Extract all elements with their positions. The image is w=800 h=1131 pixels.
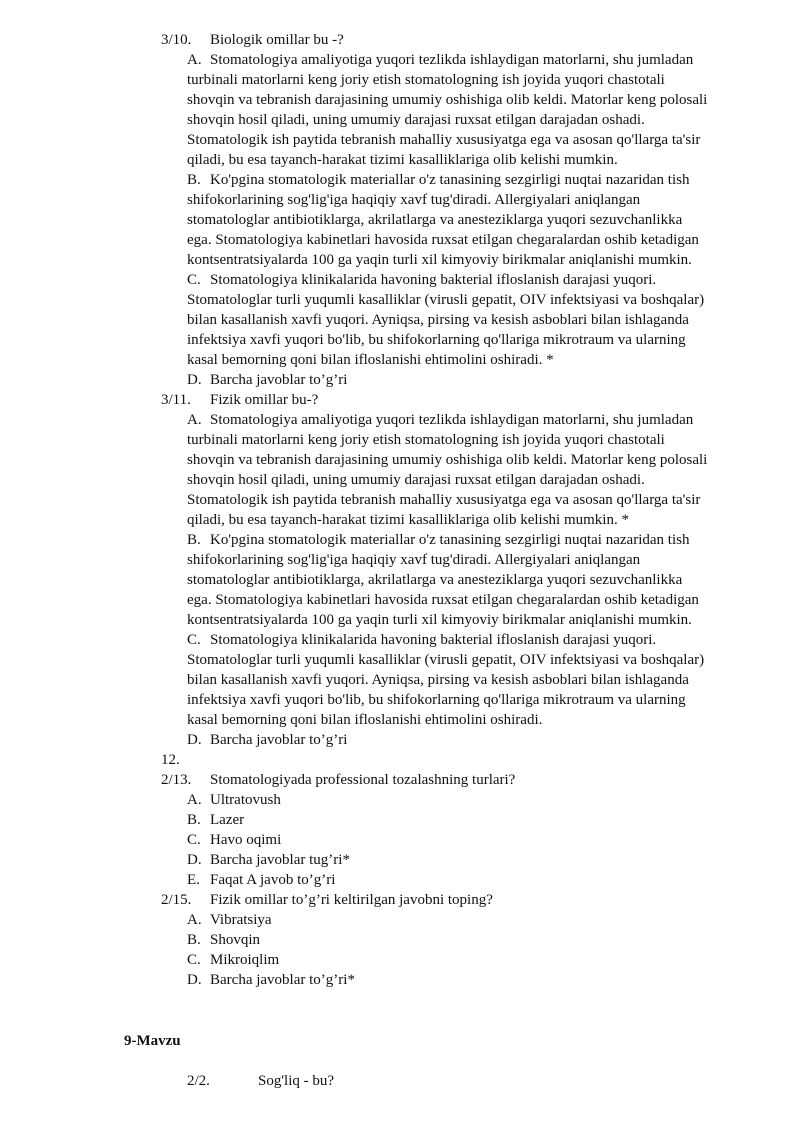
option-text-line: Stomatologik ish paytida tebranish mahalliy xususiyatga ega va asosan qo'llarga ta'sir <box>187 492 701 508</box>
option-text-line: Stomatologik ish paytida tebranish mahalliy xususiyatga ega va asosan qo'llarga ta'sir <box>187 132 701 148</box>
option-text-line: kasal bemorning qoni bilan ifloslanishi ehtimolini oshiradi. * <box>187 352 554 368</box>
option-letter: A. <box>187 912 202 928</box>
option-text-line: shovqin hosil qiladi, uning umumiy darajasi ruxsat etilgan darajadan oshadi. <box>187 472 645 488</box>
question-number: 2/13. <box>161 772 192 788</box>
question-number: 3/10. <box>161 32 192 48</box>
option-text-line: Lazer <box>210 812 245 828</box>
question-text: Sog'liq - bu? <box>258 1073 335 1089</box>
option-text-line: infektsiya xavfi yuqori bo'lib, bu shifokorlarning qo'llariga mikrotraum va ularning <box>187 332 686 348</box>
option-letter: B. <box>187 812 201 828</box>
option-letter: D. <box>187 732 202 748</box>
option-text-line: turbinali matorlarni keng joriy etish stomatologning ish joyida yuqori chastotali <box>187 72 665 88</box>
option-text-line: Barcha javoblar to’g’ri <box>210 732 348 748</box>
question-number: 3/11. <box>161 392 191 408</box>
option-text-line: Stomatologiya amaliyotiga yuqori tezlikda ishlaydigan matorlarni, shu jumladan <box>210 52 694 68</box>
option-letter: C. <box>187 832 201 848</box>
option-text-line: Vibratsiya <box>210 912 272 928</box>
option-letter: E. <box>187 872 200 888</box>
option-text-line: bilan kasallanish xavfi yuqori. Ayniqsa, pirsing va kesish asboblari bilan ishlaganda <box>187 312 689 328</box>
option-text-line: Ko'pgina stomatologik materiallar o'z tanasining sezgirligi nuqtai nazaridan tish <box>210 172 690 188</box>
option-text-line: kontsentratsiyalarda 100 ga yaqin turli xil kimyoviy birikmalar aniqlanishi mumkin. <box>187 612 692 628</box>
option-text-line: ega. Stomatologiya kabinetlari havosida ruxsat etilgan chegaralardan oshib ketadigan <box>187 592 699 608</box>
option-text-line: Havo oqimi <box>210 832 282 848</box>
section-heading: 9-Mavzu <box>124 1033 181 1049</box>
option-letter: C. <box>187 272 201 288</box>
option-text-line: Barcha javoblar to’g’ri <box>210 372 348 388</box>
option-letter: D. <box>187 372 202 388</box>
option-text-line: kontsentratsiyalarda 100 ga yaqin turli xil kimyoviy birikmalar aniqlanishi mumkin. <box>187 252 692 268</box>
option-text-line: Stomatologiya klinikalarida havoning bakterial ifloslanish darajasi yuqori. <box>210 272 657 288</box>
option-text-line: shifokorlarining sog'lig'iga haqiqiy xavf tug'diradi. Allergiyalari aniqlangan <box>187 192 641 208</box>
option-letter: C. <box>187 632 201 648</box>
option-letter: D. <box>187 972 202 988</box>
option-letter: A. <box>187 792 202 808</box>
option-letter: B. <box>187 932 201 948</box>
option-text-line: Faqat A javob to’g’ri <box>210 872 336 888</box>
option-letter: A. <box>187 412 202 428</box>
option-letter: D. <box>187 852 202 868</box>
option-text-line: qiladi, bu esa tayanch-harakat tizimi kasalliklariga olib kelishi mumkin. <box>187 152 618 168</box>
option-text-line: kasal bemorning qoni bilan ifloslanishi ehtimolini oshiradi. <box>187 712 543 728</box>
option-text-line: Barcha javoblar to’g’ri* <box>210 972 355 988</box>
option-text-line: shifokorlarining sog'lig'iga haqiqiy xavf tug'diradi. Allergiyalari aniqlangan <box>187 552 641 568</box>
option-text-line: qiladi, bu esa tayanch-harakat tizimi kasalliklariga olib kelishi mumkin. * <box>187 512 629 528</box>
option-text-line: shovqin hosil qiladi, uning umumiy darajasi ruxsat etilgan darajadan oshadi. <box>187 112 645 128</box>
question-text: Fizik omillar to’g’ri keltirilgan javobni toping? <box>210 892 493 908</box>
question-number: 2/15. <box>161 892 192 908</box>
option-text-line: Shovqin <box>210 932 261 948</box>
question-text: Biologik omillar bu -? <box>210 32 344 48</box>
option-text-line: Ko'pgina stomatologik materiallar o'z tanasining sezgirligi nuqtai nazaridan tish <box>210 532 690 548</box>
option-text-line: Stomatologlar turli yuqumli kasalliklar (virusli gepatit, OIV infektsiyasi va boshqalar) <box>187 652 705 668</box>
option-text-line: ega. Stomatologiya kabinetlari havosida ruxsat etilgan chegaralardan oshib ketadigan <box>187 232 699 248</box>
option-text-line: Barcha javoblar tug’ri* <box>210 852 350 868</box>
option-text-line: turbinali matorlarni keng joriy etish stomatologning ish joyida yuqori chastotali <box>187 432 665 448</box>
option-letter: C. <box>187 952 201 968</box>
option-text-line: Mikroiqlim <box>210 952 280 968</box>
option-text-line: shovqin va tebranish darajasining umumiy oshishiga olib keldi. Matorlar keng polosali <box>187 452 708 468</box>
option-text-line: Ultratovush <box>210 792 281 808</box>
question-number: 2/2. <box>187 1073 210 1089</box>
option-text-line: shovqin va tebranish darajasining umumiy oshishiga olib keldi. Matorlar keng polosali <box>187 92 708 108</box>
option-text-line: bilan kasallanish xavfi yuqori. Ayniqsa, pirsing va kesish asboblari bilan ishlaganda <box>187 672 689 688</box>
option-letter: B. <box>187 172 201 188</box>
option-text-line: stomatologlar antibiotiklarga, akrilatlarga va anesteziklarga yuqori sezuvchanlikka <box>187 572 683 588</box>
question-text: Fizik omillar bu-? <box>210 392 319 408</box>
option-text-line: Stomatologiya amaliyotiga yuqori tezlikda ishlaydigan matorlarni, shu jumladan <box>210 412 694 428</box>
option-text-line: stomatologlar antibiotiklarga, akrilatlarga va anesteziklarga yuqori sezuvchanlikka <box>187 212 683 228</box>
option-text-line: infektsiya xavfi yuqori bo'lib, bu shifokorlarning qo'llariga mikrotraum va ularning <box>187 692 686 708</box>
option-text-line: Stomatologiya klinikalarida havoning bakterial ifloslanish darajasi yuqori. <box>210 632 657 648</box>
option-text-line: Stomatologlar turli yuqumli kasalliklar (virusli gepatit, OIV infektsiyasi va boshqalar) <box>187 292 705 308</box>
question-text: Stomatologiyada professional tozalashning turlari? <box>210 772 516 788</box>
option-letter: B. <box>187 532 201 548</box>
question-number: 12. <box>161 752 180 768</box>
option-letter: A. <box>187 52 202 68</box>
